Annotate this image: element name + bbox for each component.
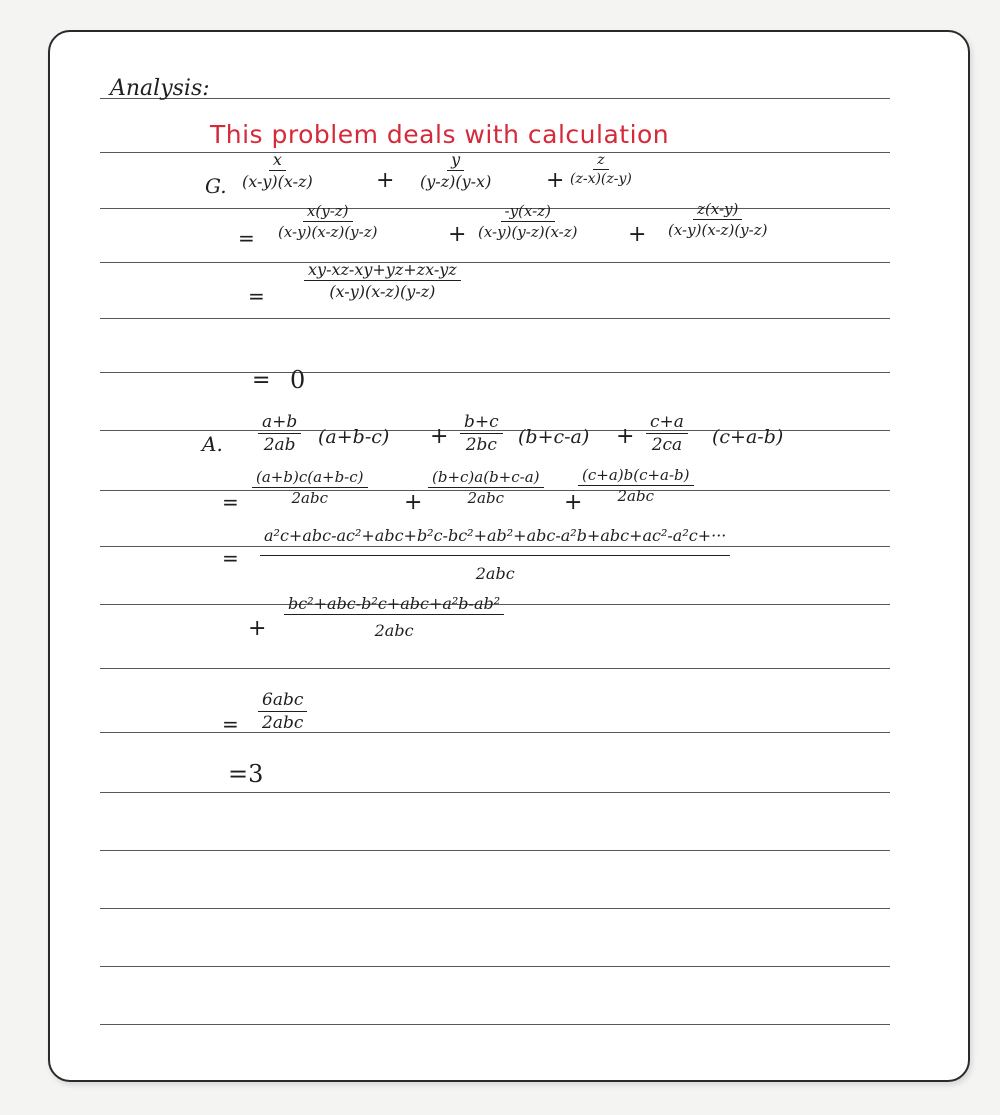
- plus-sign: +: [248, 616, 267, 641]
- ruled-line: [100, 1024, 890, 1025]
- option-g-label: G.: [205, 174, 227, 198]
- equals-sign: =: [222, 712, 239, 736]
- equals-sign: =: [222, 490, 239, 514]
- numerator: 6abc: [258, 690, 307, 712]
- plus-sign: +: [546, 168, 565, 193]
- option-a-label: A.: [202, 432, 223, 456]
- denominator: (z-x)(z-y): [570, 171, 632, 187]
- denominator: 2abc: [467, 489, 504, 507]
- ruled-line: [100, 262, 890, 263]
- option-a-result: =3: [228, 760, 264, 788]
- factor: (b+c-a): [518, 426, 590, 448]
- denominator: 2bc: [465, 435, 497, 455]
- denominator: 2abc: [291, 489, 328, 507]
- denominator: 2abc: [374, 621, 414, 640]
- fraction: [428, 468, 544, 507]
- notebook-page: [48, 30, 970, 1082]
- numerator: a+b: [258, 412, 301, 434]
- analysis-heading: Analysis:: [110, 76, 210, 101]
- fraction: [258, 412, 301, 455]
- numerator: x: [269, 150, 286, 171]
- fraction: [238, 150, 317, 191]
- ruled-line: [100, 792, 890, 793]
- ruled-line: [100, 850, 890, 851]
- fraction: [664, 200, 771, 239]
- denominator: 2abc: [617, 487, 654, 505]
- denominator: 2ab: [263, 435, 296, 455]
- ruled-line: [100, 98, 890, 99]
- numerator: (b+c)a(b+c-a): [428, 468, 544, 488]
- fraction: [274, 202, 381, 241]
- numerator: bc²+abc-b²c+abc+a²b-ab²: [284, 594, 504, 615]
- denominator: 2ca: [651, 435, 683, 455]
- fraction: [646, 412, 688, 455]
- numerator: (a+b)c(a+b-c): [252, 468, 368, 488]
- fraction: [284, 594, 504, 640]
- fraction: [460, 412, 503, 455]
- numerator: c+a: [646, 412, 688, 434]
- fraction: [474, 202, 581, 241]
- denominator: (x-y)(x-z)(y-z): [278, 223, 378, 241]
- numerator: (c+a)b(c+a-b): [578, 466, 694, 486]
- numerator: z: [593, 152, 608, 170]
- denominator: (x-y)(x-z)(y-z): [329, 282, 436, 301]
- ruled-line: [100, 668, 890, 669]
- fraction: [258, 690, 307, 733]
- equals-sign: =: [238, 226, 255, 250]
- ruled-line: [100, 908, 890, 909]
- factor: (c+a-b): [712, 426, 784, 448]
- numerator: z(x-y): [693, 200, 742, 220]
- ruled-line: [100, 966, 890, 967]
- denominator: (y-z)(y-x): [420, 172, 492, 191]
- denominator: (x-y)(y-z)(x-z): [478, 223, 578, 241]
- fraction: [252, 468, 368, 507]
- plus-sign: +: [564, 490, 583, 515]
- numerator: xy-xz-xy+yz+zx-yz: [304, 260, 461, 281]
- plus-sign: +: [448, 222, 467, 247]
- numerator: a²c+abc-ac²+abc+b²c-bc²+ab²+abc-a²b+abc+ac²-a²c+···: [260, 526, 730, 556]
- fraction: [578, 466, 694, 505]
- fraction: [260, 526, 730, 583]
- fraction: [566, 152, 636, 187]
- plus-sign: +: [616, 424, 635, 449]
- plus-sign: +: [376, 168, 395, 193]
- denominator: (x-y)(x-z)(y-z): [668, 221, 768, 239]
- fraction: [416, 150, 495, 191]
- fraction: [304, 260, 461, 301]
- plus-sign: +: [404, 490, 423, 515]
- plus-sign: +: [430, 424, 449, 449]
- numerator: y: [447, 150, 464, 171]
- factor: (a+b-c): [318, 426, 390, 448]
- denominator: (x-y)(x-z): [242, 172, 313, 191]
- equals-sign: =: [248, 284, 265, 308]
- denominator: 2abc: [475, 564, 515, 583]
- option-g-result: 0: [290, 366, 306, 394]
- ruled-line: [100, 318, 890, 319]
- ruled-line: [100, 372, 890, 373]
- numerator: b+c: [460, 412, 503, 434]
- numerator: x(y-z): [303, 202, 353, 222]
- equals-sign: =: [252, 368, 271, 393]
- plus-sign: +: [628, 222, 647, 247]
- denominator: 2abc: [262, 713, 304, 733]
- ruled-line: [100, 732, 890, 733]
- equals-sign: =: [222, 546, 239, 570]
- numerator: -y(x-z): [501, 202, 555, 222]
- intro-text: This problem deals with calculation: [210, 120, 670, 149]
